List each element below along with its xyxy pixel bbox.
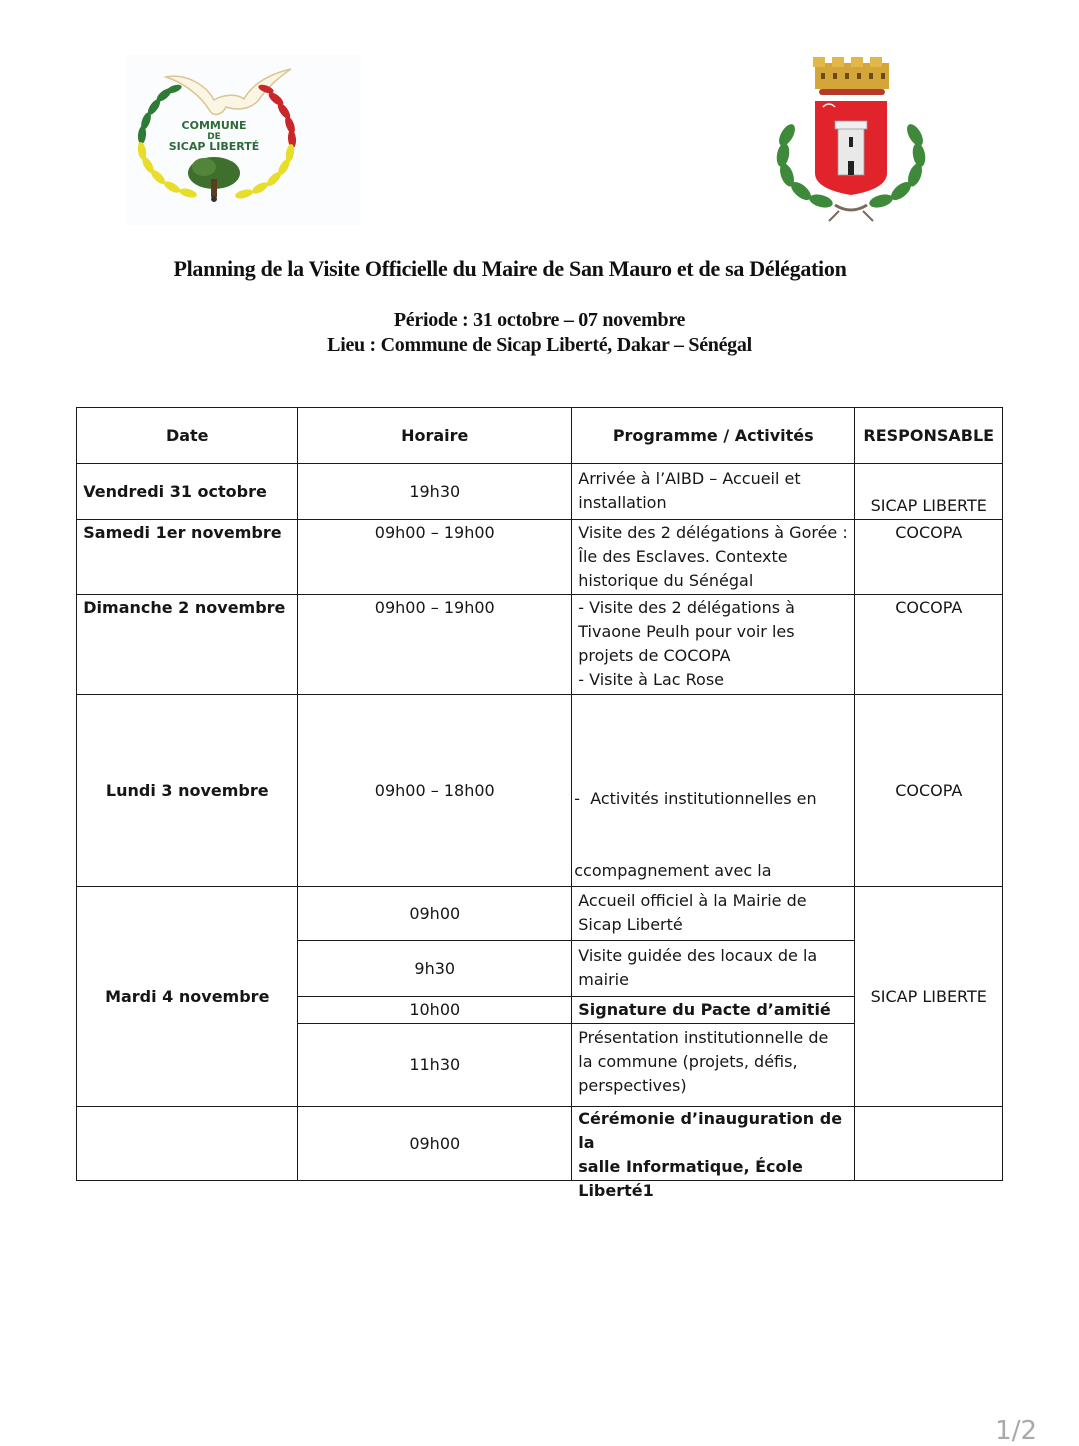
table-row-responsable: COCOPA (854, 694, 1003, 887)
header-horaire: Horaire (297, 407, 572, 464)
svg-text:SICAP LIBERTÉ: SICAP LIBERTÉ (168, 140, 260, 153)
programme-line: - Activités institutionnelles en (574, 789, 817, 809)
san-mauro-coat-of-arms (765, 55, 935, 225)
header-date: Date (76, 407, 298, 464)
programme-line: - Visite des 2 délégations à (578, 598, 795, 618)
programme-line: projets de COCOPA (578, 646, 731, 666)
svg-text:COMMUNE: COMMUNE (181, 119, 247, 132)
schedule-table (77, 408, 1003, 1201)
lieu-line: Lieu : Commune de Sicap Liberté, Dakar – Sénégal (327, 334, 752, 356)
programme-line: salle Informatique, École (578, 1157, 803, 1177)
table-row-responsable: COCOPA (854, 594, 1003, 695)
page-indicator: 1/2 (995, 1416, 1037, 1446)
table-row-date (76, 1106, 298, 1181)
commune-sicap-liberte-logo (126, 55, 361, 225)
svg-text:DE: DE (207, 132, 221, 142)
table-row-horaire: 09h00 – 19h00 (297, 594, 572, 695)
table-row-responsable: COCOPA (854, 519, 1003, 595)
table-row-date: Dimanche 2 novembre (76, 594, 298, 695)
table-row-programme (571, 519, 855, 595)
table-row-programme (571, 694, 855, 887)
table-row-date: Samedi 1er novembre (76, 519, 298, 595)
periode-line: Période : 31 octobre – 07 novembre (393, 309, 686, 331)
table-row-date: Mardi 4 novembre (76, 886, 298, 1107)
table-row-horaire: 09h00 (297, 1106, 572, 1181)
table-row-horaire: 19h30 (297, 463, 572, 520)
table-row-responsable: SICAP LIBERTE (854, 886, 1003, 1107)
table-row-horaire: 09h00 – 18h00 (297, 694, 572, 887)
table-row-responsable: SICAP LIBERTE (854, 463, 1003, 520)
table-row-date: Vendredi 31 octobre (76, 463, 298, 520)
programme-line: Arrivée à l’AIBD – Accueil et (578, 469, 801, 489)
table-subrow-horaire: 09h00 (297, 886, 572, 941)
programme-line: Accueil officiel à la Mairie de (578, 891, 807, 911)
programme-line: ccompagnement avec la (574, 861, 772, 881)
table-row-responsable (854, 1106, 1003, 1181)
programme-line: Île des Esclaves. Contexte (578, 547, 788, 567)
document-title: Planning de la Visite Officielle du Maire de San Mauro et de sa Délégation (173, 256, 847, 281)
programme-line: installation (578, 493, 667, 513)
programme-line: Cérémonie d’inauguration de la (578, 1109, 843, 1153)
table-row-programme (571, 594, 855, 695)
header-programme: Programme / Activités (571, 407, 855, 464)
table-row-programme (571, 1106, 855, 1201)
table-subrow-horaire: 9h30 (297, 940, 572, 997)
programme-line: perspectives) (578, 1076, 687, 1096)
programme-line: Sicap Liberté (578, 915, 683, 935)
programme-line: Signature du Pacte d’amitié (578, 1000, 831, 1020)
programme-line: Liberté1 (578, 1181, 654, 1201)
programme-line: - Visite à Lac Rose (578, 670, 724, 690)
programme-line: mairie (578, 970, 629, 990)
table-subrow-programme (571, 1023, 855, 1107)
programme-line: la commune (projets, défis, (578, 1052, 798, 1072)
programme-line: Visite guidée des locaux de la (578, 946, 818, 966)
programme-line: Tivaone Peulh pour voir les (578, 622, 795, 642)
table-row-date: Lundi 3 novembre (76, 694, 298, 887)
table-row-horaire: 09h00 – 19h00 (297, 519, 572, 595)
programme-line: Présentation institutionnelle de (578, 1028, 829, 1048)
table-subrow-horaire: 10h00 (297, 996, 572, 1024)
table-row-programme (571, 463, 855, 520)
programme-line: Visite des 2 délégations à Gorée : (578, 523, 848, 543)
header-responsable: RESPONSABLE (854, 407, 1003, 464)
table-subrow-programme (571, 996, 855, 1024)
programme-line: historique du Sénégal (578, 571, 754, 591)
table-subrow-horaire: 11h30 (297, 1023, 572, 1107)
table-subrow-programme (571, 886, 855, 941)
table-subrow-programme (571, 940, 855, 997)
